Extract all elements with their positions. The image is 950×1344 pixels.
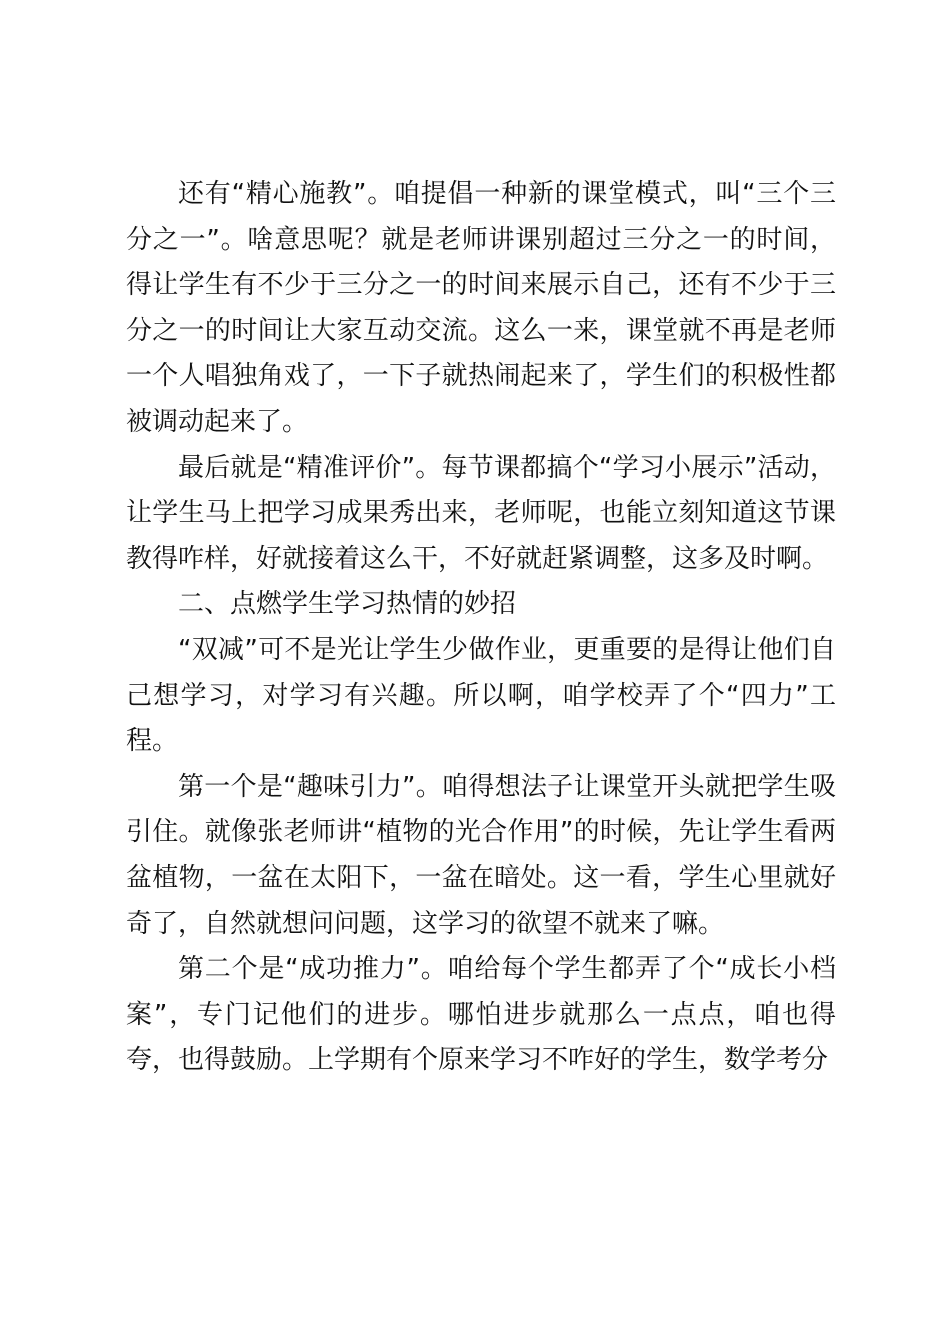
paragraph-interest-attraction: 第一个是“趣味引力”。咱得想法子让课堂开头就把学生吸引住。就像张老师讲“植物的光合作用”的时候，先让学生看两盆植物，一盆在太阳下，一盆在暗处。这一看，学生心里就好奇了，自然就想问问题，这学习的欲望不就来了嘛。 bbox=[126, 771, 836, 939]
paragraph-success-push: 第二个是“成功推力”。咱给每个学生都弄了个“成长小档案”，专门记他们的进步。哪怕进步就那么一点点，咱也得夸，也得鼓励。上学期有个原来学习不咋好的学生，数学考分 bbox=[126, 954, 836, 1076]
paragraph-careful-teaching: 还有“精心施教”。咱提倡一种新的课堂模式，叫“三个三分之一”。啥意思呢？就是老师讲课别超过三分之一的时间，得让学生有不少于三分之一的时间来展示自己，还有不少于三分之一的时间让大家互动交流。这么一来，课堂就不再是老师一个人唱独角戏了，一下子就热闹起来了，学生们的积极性都被调动起来了。 bbox=[126, 179, 836, 437]
paragraph-double-reduction: “双减”可不是光让学生少做作业，更重要的是得让他们自己想学习，对学习有兴趣。所以啊，咱学校弄了个“四力”工程。 bbox=[126, 634, 836, 757]
paragraph-precise-evaluation: 最后就是“精准评价”。每节课都搞个“学习小展示”活动，让学生马上把学习成果秀出来，老师呢，也能立刻知道这节课教得咋样，好就接着这么干，不好就赶紧调整，这多及时啊。 bbox=[126, 452, 836, 574]
section-heading: 二、点燃学生学习热情的妙招 bbox=[178, 589, 517, 620]
document-body bbox=[126, 172, 836, 1084]
